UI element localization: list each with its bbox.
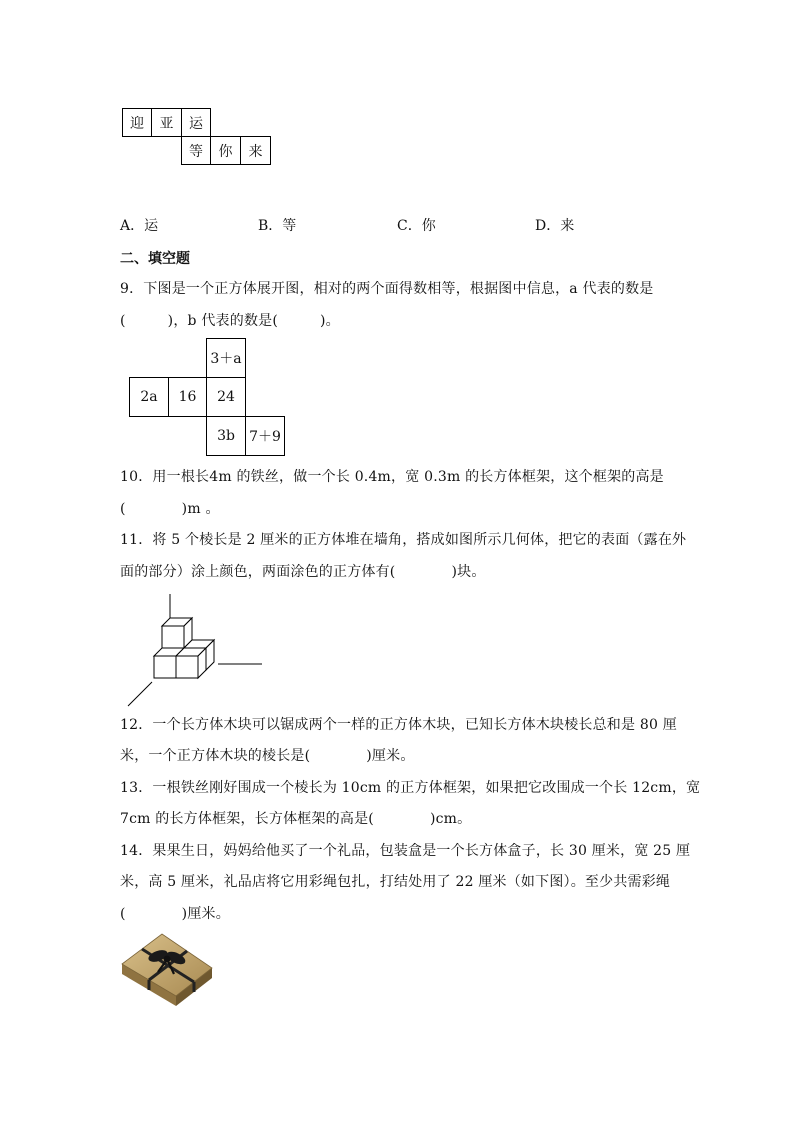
q13-line2 [120,809,471,829]
option-text: 你 [421,218,436,234]
q12-text-end: )厘米。 [366,748,415,764]
q11-line2 [120,562,486,582]
q9-text: )，b 代表的数是( [167,313,279,329]
q10-text: )m 。 [181,501,220,517]
q13-text: 7cm 的长方体框架，长方体框架的高是( [120,811,374,827]
net-cell: 等 [181,136,211,165]
net-cell: 2a [129,377,169,417]
net-cell: 迎 [122,108,152,137]
net-cell: 3＋a [206,338,246,378]
q9-paren: ( [120,313,126,329]
option-letter: C． [397,218,422,234]
option-letter: B． [258,218,283,234]
q11-text-end: )块。 [451,564,486,580]
net-cell: 运 [181,108,211,137]
section-heading: 二、填空题 [120,251,190,267]
q9-line2 [120,311,340,331]
q12-line1: 12．一个长方体木块可以锯成两个一样的正方体木块，已知长方体木块棱长总和是 80 厘 [120,717,677,733]
net-cell: 来 [240,136,271,165]
option-d[interactable] [535,216,574,236]
q14-paren: ( [120,906,126,922]
option-letter: A． [120,218,145,234]
q11-line1: 11．将 5 个棱长是 2 厘米的正方体堆在墙角，搭成如图所示几何体，把它的表面（露在外 [120,532,687,548]
q12-text: 米，一个正方体木块的棱长是( [120,748,311,764]
net-cell: 亚 [151,108,182,137]
q12-line2 [120,746,415,766]
net-cell: 7＋9 [245,416,285,456]
q9-line1: 9．下图是一个正方体展开图，相对的两个面得数相等，根据图中信息，a 代表的数是 [120,281,654,297]
q10-line1: 10．用一根长4m 的铁丝，做一个长 0.4m，宽 0.3m 的长方体框架，这个框架的高是 [120,469,664,485]
q10-line2 [120,499,220,519]
q14-text-end: )厘米。 [181,906,230,922]
q10-paren: ( [120,501,126,517]
option-a[interactable] [120,216,158,236]
q14-line1: 14．果果生日，妈妈给他买了一个礼品，包装盒是一个长方体盒子，长 30 厘米，宽 25 厘 [120,843,691,859]
net-cell: 16 [168,377,207,417]
option-text: 运 [144,218,159,234]
option-text: 等 [282,218,297,234]
gift-box-image [118,928,216,1008]
stacked-cubes-figure [120,590,270,712]
q13-text-end: )cm。 [429,811,472,827]
option-letter: D． [535,218,561,234]
q13-line1: 13．一根铁丝刚好围成一个棱长为 10cm 的正方体框架，如果把它改围成一个长 12cm，宽 [120,780,701,796]
net-cell: 你 [210,136,241,165]
q9-text-end: )。 [320,313,340,329]
option-b[interactable] [258,216,296,236]
q14-line3 [120,904,230,924]
net-cell: 3b [206,416,246,456]
q14-line2: 米，高 5 厘米，礼品店将它用彩绳包扎，打结处用了 22 厘米（如下图）。至少共需彩绳 [120,874,671,890]
option-c[interactable] [397,216,436,236]
q11-text: 面的部分）涂上颜色，两面涂色的正方体有( [120,564,396,580]
net-cell: 24 [206,377,246,417]
option-text: 来 [560,218,575,234]
